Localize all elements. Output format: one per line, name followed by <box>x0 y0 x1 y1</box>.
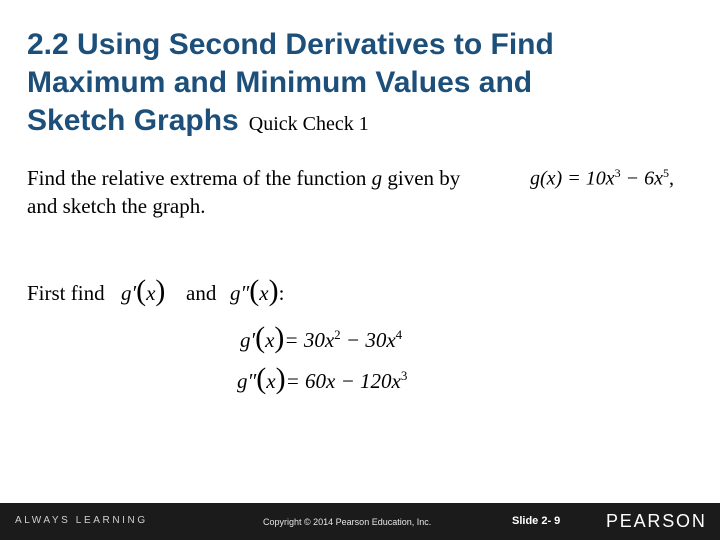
second-derivative-equation: $g''(x)= 60x - 120x^3$ <box>237 362 408 395</box>
function-exp-1: 3 <box>614 166 621 180</box>
slide-title <box>27 26 707 143</box>
slide-number: Slide 2- 9 <box>512 515 561 527</box>
title-line-1: 2.2 Using Second Derivatives to Find <box>27 28 554 61</box>
function-comma: , <box>668 167 674 190</box>
first-derivative-equation: $g'(x)= 30x^2 - 30x^4$ <box>240 321 403 354</box>
eq1-exp-1: 2 <box>334 327 341 342</box>
first-find-label: First find <box>27 281 105 305</box>
second-derivative-var: x <box>259 281 269 305</box>
pearson-logo: PEARSON <box>606 511 707 531</box>
title-line-2: Maximum and Minimum Values and <box>27 66 533 99</box>
eq2-exp: 3 <box>400 368 408 383</box>
eq1-var: x <box>265 328 275 352</box>
eq1-rhs: = 30x <box>284 328 335 352</box>
title-line-3 <box>27 102 707 143</box>
eq1-symbol: g′ <box>240 328 256 352</box>
problem-text-a: Find the relative extrema of the function <box>27 166 367 190</box>
function-lhs: g(x) = 10x <box>530 167 615 190</box>
function-definition <box>530 166 674 191</box>
eq2-var: x <box>266 369 276 393</box>
colon: : <box>278 281 285 305</box>
quick-check-label: Quick Check 1 <box>248 113 369 135</box>
always-learning-tagline: ALWAYS LEARNING <box>15 515 148 526</box>
first-derivative-var: x <box>146 281 156 305</box>
first-derivative-symbol: g′ <box>121 281 137 305</box>
second-derivative-symbol: g″ <box>230 281 250 305</box>
eq1-exp-2: 4 <box>395 327 403 342</box>
eq2-symbol: g″ <box>237 369 257 393</box>
problem-text-b: given by <box>387 166 461 190</box>
title-line-3-text: Sketch Graphs <box>27 104 239 137</box>
and-label: and <box>186 281 217 305</box>
problem-line-1 <box>27 165 460 192</box>
eq1-mid: − 30x <box>340 328 396 352</box>
first-derivative-notation: g′(x) <box>121 274 166 307</box>
function-name: g <box>371 166 383 190</box>
function-minus-term: − 6x <box>620 167 663 190</box>
function-exp-2: 5 <box>662 166 669 180</box>
footer-bar <box>0 503 720 540</box>
second-derivative-notation: g″(x): <box>230 274 285 307</box>
eq2-rhs: = 60x − 120x <box>285 369 401 393</box>
problem-text-c: and sketch the graph. <box>27 194 206 218</box>
copyright-text: Copyright © 2014 Pearson Education, Inc. <box>263 517 432 527</box>
